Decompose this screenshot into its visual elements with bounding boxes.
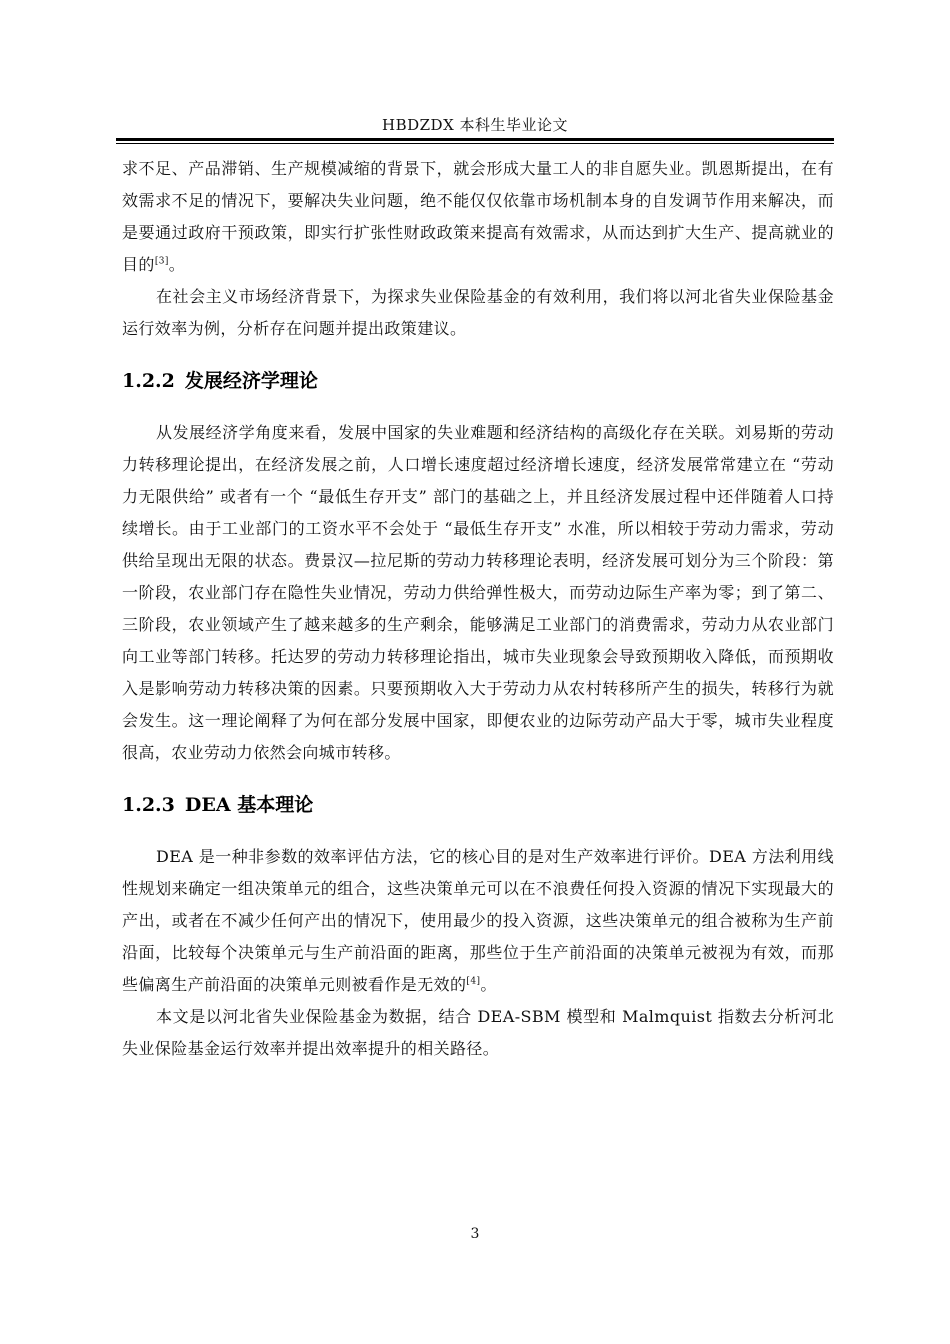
header-rule-thin [116, 143, 834, 144]
page-number: 3 [470, 1226, 480, 1242]
section-heading-1-2-2 [122, 367, 834, 395]
dea-paragraph-1 [122, 841, 834, 1001]
intro-paragraph-1-text: 求不足、产品滞销、生产规模减缩的背景下，就会形成大量工人的非自愿失业。凯恩斯提出，在有效需求不足的情况下，要解决失业问题，绝不能仅仅依靠市场机制本身的自发调节作用来解决，而是要通过政府干预政策，即实行扩张性财政政策来提高有效需求，从而达到扩大生产、提高就业的目的 [122, 159, 834, 274]
intro-paragraph-2: 在社会主义市场经济背景下，为探求失业保险基金的有效利用，我们将以河北省失业保险基金运行效率为例，分析存在问题并提出政策建议。 [122, 287, 834, 338]
page-header: HBDZDX 本科生毕业论文 [381, 116, 569, 134]
section-title: 发展经济学理论 [184, 370, 318, 392]
dea-paragraph-2: 本文是以河北省失业保险基金为数据，结合 DEA-SBM 模型和 Malmquist 指数去分析河北失业保险基金运行效率并提出效率提升的相关路径。 [122, 1007, 834, 1058]
intro-paragraph-1-end: 。 [168, 255, 186, 274]
intro-paragraph-1 [122, 153, 834, 281]
development-economics-paragraph: 从发展经济学角度来看，发展中国家的失业难题和经济结构的高级化存在关联。刘易斯的劳动力转移理论提出，在经济发展之前，人口增长速度超过经济增长速度，经济发展常常建立在 “劳动力无限供给” 或者有一个 “最低生存开支” 部门的基础之上，并且经济发展过程中还伴随着人口持续增长。由于工业部门的工资水平不会处于 “最低生存开支” 水准，所以相较于劳动力需求，劳动供给呈现出无限的状态。费景汉—拉尼斯的劳动力转移理论表明，经济发展可划分为三个阶段：第一阶段，农业部门存在隐性失业情况，劳动力供给弹性极大，而劳动边际生产率为零；到了第二、三阶段，农业领域产生了越来越多的生产剩余，能够满足工业部门的消费需求，劳动力从农业部门向工业等部门转移。托达罗的劳动力转移理论指出，城市失业现象会导致预期收入降低，而预期收入是影响劳动力转移决策的因素。只要预期收入大于劳动力从农村转移所产生的损失，转移行为就会发生。这一理论阐释了为何在部分发展中国家，即便农业的边际劳动产品大于零，城市失业程度很高，农业劳动力依然会向城市转移。 [122, 423, 834, 762]
page-body [122, 153, 834, 1065]
section-number: 1.2.3 [122, 794, 175, 816]
section-heading-1-2-3 [122, 791, 834, 819]
dea-paragraph-1-text: DEA 是一种非参数的效率评估方法，它的核心目的是对生产效率进行评价。DEA 方法利用线性规划来确定一组决策单元的组合，这些决策单元可以在不浪费任何投入资源的情况下实现最大的产出，或者在不减少任何产出的情况下，使用最少的投入资源，这些决策单元的组合被称为生产前沿面，比较每个决策单元与生产前沿面的距离，那些位于生产前沿面的决策单元被视为有效，而那些偏离生产前沿面的决策单元则被看作是无效的 [122, 847, 834, 994]
citation-3[interactable]: [3] [154, 256, 169, 267]
header-rule-thick [116, 138, 834, 141]
section-number: 1.2.2 [122, 370, 175, 392]
section-title: DEA 基本理论 [184, 794, 314, 816]
dea-paragraph-1-end: 。 [480, 975, 497, 994]
citation-4[interactable]: [4] [466, 976, 481, 987]
